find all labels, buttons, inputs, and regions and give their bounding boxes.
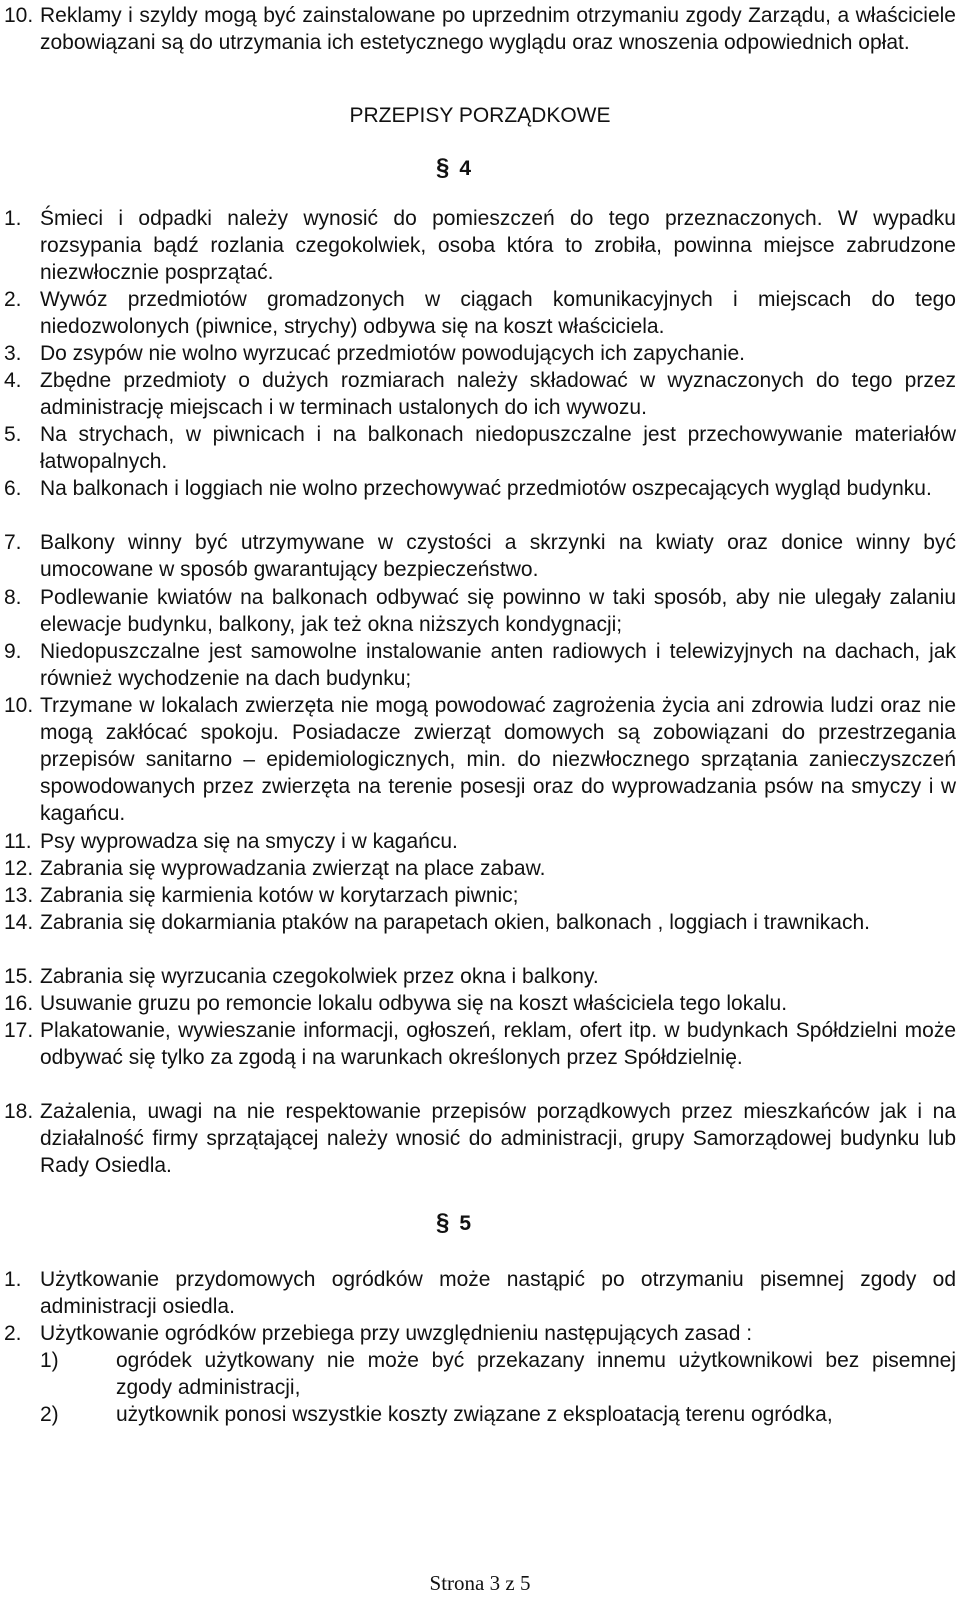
list-item bbox=[4, 421, 956, 475]
sub-item-text: ogródek użytkowany nie może być przekazany innemu użytkownikowi bez pisemnej zgody administracji, bbox=[116, 1349, 956, 1399]
list-item bbox=[4, 963, 956, 990]
item-text: Użytkowanie przydomowych ogródków może nastąpić po otrzymaniu pisemnej zgody od administracji osiedla. bbox=[40, 1268, 956, 1318]
item-number: 5. bbox=[4, 423, 22, 446]
sub-item-number: 2) bbox=[40, 1403, 59, 1426]
item-text: Zbędne przedmioty o dużych rozmiarach należy składować w wyznaczonych do tego przez administrację miejscach i w terminach ustalonych do ich wywozu. bbox=[40, 369, 956, 419]
item-number: 17. bbox=[4, 1019, 34, 1042]
list-item bbox=[4, 529, 956, 583]
item-number: 9. bbox=[4, 640, 22, 663]
item-number: 10. bbox=[4, 4, 34, 27]
item-number: 11. bbox=[4, 830, 32, 853]
sub-item-text: użytkownik ponosi wszystkie koszty związane z eksploatacją terenu ogródka, bbox=[116, 1403, 833, 1426]
list-item bbox=[4, 286, 956, 340]
paragraph-number: 4 bbox=[459, 157, 472, 180]
list-item bbox=[4, 1017, 956, 1071]
item-text: Zabrania się wyrzucania czegokolwiek przez okna i balkony. bbox=[40, 965, 599, 988]
item-text: Zabrania się dokarmiania ptaków na parapetach okien, balkonach , loggiach i trawnikach. bbox=[40, 911, 870, 934]
item-number: 10. bbox=[4, 694, 34, 717]
item-text: Użytkowanie ogródków przebiega przy uwzględnieniu następujących zasad : bbox=[40, 1322, 753, 1345]
list-item bbox=[4, 828, 956, 855]
item-number: 1. bbox=[4, 207, 22, 230]
item-text: Reklamy i szyldy mogą być zainstalowane po uprzednim otrzymaniu zgody Zarządu, a właściciele zobowiązani są do utrzymania ich estetycznego wyglądu oraz wnoszenia odpowiednich opłat. bbox=[40, 4, 956, 54]
page-number-footer: Strona 3 z 5 bbox=[429, 1571, 531, 1595]
list-item bbox=[4, 855, 956, 882]
sub-list-item bbox=[40, 1401, 956, 1428]
list-item bbox=[4, 340, 956, 367]
sub-list-item bbox=[40, 1347, 956, 1401]
item-text: Na balkonach i loggiach nie wolno przechowywać przedmiotów oszpecających wygląd budynku. bbox=[40, 477, 932, 500]
item-text: Usuwanie gruzu po remoncie lokalu odbywa się na koszt właściciela tego lokalu. bbox=[40, 992, 788, 1015]
list-item bbox=[4, 638, 956, 692]
item-number: 1. bbox=[4, 1268, 22, 1291]
item-text: Zabrania się wyprowadzania zwierząt na place zabaw. bbox=[40, 857, 546, 880]
list-item bbox=[4, 990, 956, 1017]
item-number: 18. bbox=[4, 1100, 34, 1123]
list-item bbox=[4, 692, 956, 827]
list-item bbox=[4, 367, 956, 421]
list-item bbox=[4, 882, 956, 909]
list-item bbox=[4, 1266, 956, 1320]
item-number: 12. bbox=[4, 857, 34, 880]
list-item bbox=[4, 909, 956, 936]
item-number: 16. bbox=[4, 992, 34, 1015]
item-text: Plakatowanie, wywieszanie informacji, ogłoszeń, reklam, ofert itp. w budynkach Spółdzielni może odbywać się tylko za zgodą i na warunkach określonych przez Spółdzielnię. bbox=[40, 1019, 956, 1069]
item-number: 7. bbox=[4, 531, 22, 554]
list-item bbox=[4, 475, 956, 502]
list-item bbox=[4, 584, 956, 638]
section-sign: § bbox=[436, 154, 450, 181]
list-item bbox=[4, 1098, 956, 1179]
item-text: Trzymane w lokalach zwierzęta nie mogą powodować zagrożenia życia ani zdrowia ludzi oraz nie mogą zakłócać spokoju. Posiadacze zwierząt domowych są zobowiązani do przestrzegania przepisów sanitarno – epidemiologicznych, min. do niezwłocznego sprzątania zanieczyszczeń spowodowanych przez zwierzęta na terenie posesji oraz do wyprowadzania psów na smyczy i w kagańcu. bbox=[40, 694, 956, 825]
item-text: Do zsypów nie wolno wyrzucać przedmiotów powodujących ich zapychanie. bbox=[40, 342, 746, 365]
list-item bbox=[4, 2, 956, 56]
section-heading: PRZEPISY PORZĄDKOWE bbox=[349, 104, 611, 127]
item-text: Balkony winny być utrzymywane w czystości a skrzynki na kwiaty oraz donice winny być umocowane w sposób gwarantujący bezpieczeństwo. bbox=[40, 531, 956, 581]
item-number: 6. bbox=[4, 477, 22, 500]
item-text: Zabrania się karmienia kotów w korytarzach piwnic; bbox=[40, 884, 519, 907]
paragraph-heading-4 bbox=[436, 153, 471, 184]
list-item bbox=[4, 1320, 956, 1347]
item-text: Na strychach, w piwnicach i na balkonach niedopuszczalne jest przechowywanie materiałów łatwopalnych. bbox=[40, 423, 956, 473]
item-text: Niedopuszczalne jest samowolne instalowanie anten radiowych i telewizyjnych na dachach, jak również wychodzenie na dach budynku; bbox=[40, 640, 956, 690]
paragraph-heading-5 bbox=[436, 1208, 471, 1239]
section-sign: § bbox=[436, 1209, 450, 1236]
item-text: Zażalenia, uwagi na nie respektowanie przepisów porządkowych przez mieszkańców jak i na działalność firmy sprzątającej należy wnosić do administracji, grupy Samorządowej budynku lub Rady Osiedla. bbox=[40, 1100, 956, 1177]
item-number: 4. bbox=[4, 369, 22, 392]
item-number: 8. bbox=[4, 586, 22, 609]
item-text: Śmieci i odpadki należy wynosić do pomieszczeń do tego przeznaczonych. W wypadku rozsypania bądź rozlania czegokolwiek, osoba która to zrobiła, powinna miejsce zabrudzone niezwłocznie posprzątać. bbox=[40, 207, 956, 284]
sub-item-number: 1) bbox=[40, 1349, 59, 1372]
item-text: Wywóz przedmiotów gromadzonych w ciągach komunikacyjnych i miejscach do tego niedozwolonych (piwnice, strychy) odbywa się na koszt właściciela. bbox=[40, 288, 956, 338]
item-number: 2. bbox=[4, 1322, 22, 1345]
item-number: 14. bbox=[4, 911, 34, 934]
item-number: 2. bbox=[4, 288, 22, 311]
item-number: 13. bbox=[4, 884, 34, 907]
item-number: 15. bbox=[4, 965, 34, 988]
item-text: Podlewanie kwiatów na balkonach odbywać się powinno w taki sposób, aby nie ulegały zalaniu elewacje budynku, balkony, jak też okna niższych kondygnacji; bbox=[40, 586, 956, 636]
list-item bbox=[4, 205, 956, 286]
paragraph-number: 5 bbox=[459, 1212, 472, 1235]
item-text: Psy wyprowadza się na smyczy i w kagańcu. bbox=[40, 830, 458, 853]
item-number: 3. bbox=[4, 342, 22, 365]
